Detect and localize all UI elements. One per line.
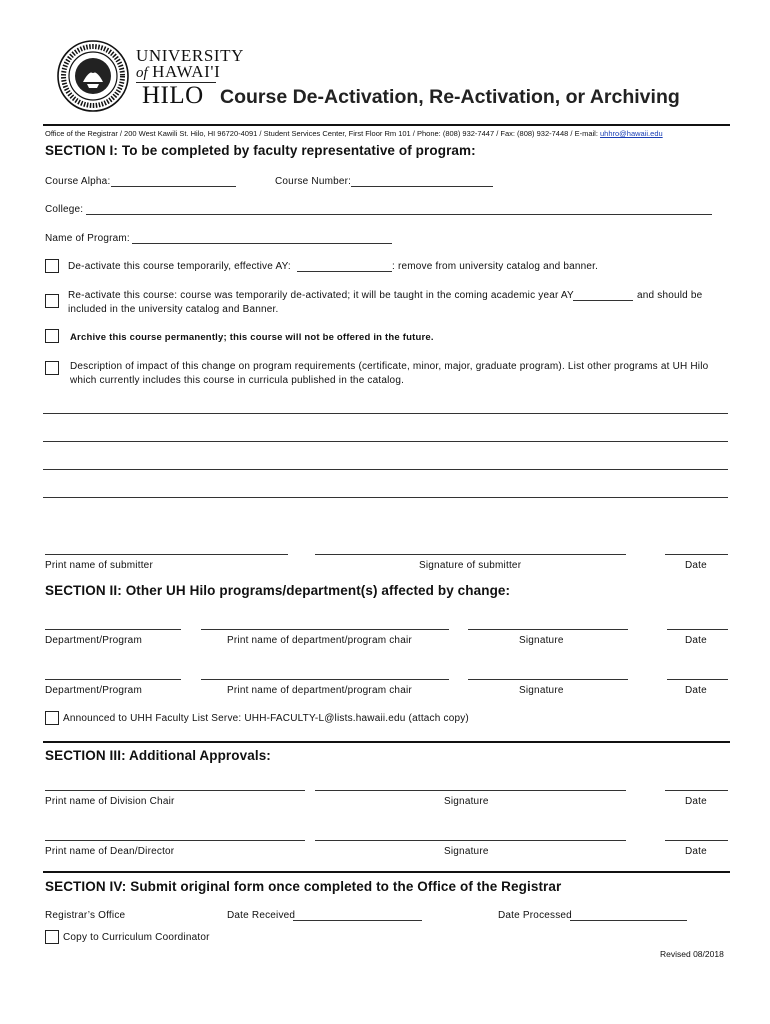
date-received-field[interactable] (293, 920, 422, 921)
reactivate-checkbox[interactable] (45, 294, 59, 308)
course-number-label: Course Number: (275, 176, 352, 187)
chair-1-date-label: Date (685, 635, 707, 646)
division-chair-name-field[interactable] (45, 790, 305, 791)
description-checkbox[interactable] (45, 361, 59, 375)
reactivate-label-line1: Re-activate this course: course was temporarily de-activated; it will be taught in the coming academic year AY (68, 290, 574, 301)
dean-date-label: Date (685, 846, 707, 857)
reactivate-ay-field[interactable] (573, 300, 633, 301)
program-name-field[interactable] (132, 243, 392, 244)
section-3-divider (43, 741, 730, 743)
chair-2-signature-label: Signature (519, 685, 564, 696)
chair-2-name-label: Print name of department/program chair (227, 685, 412, 696)
dept-2-label: Department/Program (45, 685, 142, 696)
submitter-date-label: Date (685, 560, 707, 571)
deactivate-ay-field[interactable] (297, 271, 392, 272)
submitter-signature-field[interactable] (315, 554, 626, 555)
announce-label: Announced to UHH Faculty List Serve: UHH-FACULTY-L@lists.hawaii.edu (attach copy) (63, 713, 469, 724)
dean-signature-field[interactable] (315, 840, 626, 841)
deactivate-checkbox[interactable] (45, 259, 59, 273)
section-2-heading: SECTION II: Other UH Hilo programs/department(s) affected by change: (45, 583, 511, 598)
division-chair-label: Print name of Division Chair (45, 796, 175, 807)
contact-email-link[interactable]: uhhro@hawaii.edu (600, 129, 663, 138)
deactivate-label-start: De-activate this course temporarily, effective AY: (68, 261, 291, 272)
reactivate-label-line2: included in the university catalog and Banner. (68, 304, 279, 315)
description-label-line1: Description of impact of this change on program requirements (certificate, minor, major, graduate program). List other programs at UH Hilo (70, 361, 709, 372)
wordmark-hilo: HILO (142, 82, 204, 109)
date-processed-label: Date Processed (498, 910, 572, 921)
section-3-heading: SECTION III: Additional Approvals: (45, 748, 271, 763)
contact-info (45, 129, 663, 138)
college-label: College: (45, 204, 84, 215)
program-name-label: Name of Program: (45, 233, 130, 244)
chair-2-date-field[interactable] (667, 679, 728, 680)
course-alpha-field[interactable] (111, 186, 236, 187)
contact-text: Office of the Registrar / 200 West Kawili St. Hilo, HI 96720-4091 / Student Services Center, First Floor Rm 101 / Phone: (808) 932-7447 / Fax: (808) 932-7448 / E-mail: (45, 129, 600, 138)
dean-signature-label: Signature (444, 846, 489, 857)
wordmark-hawaii: HAWAI'I (152, 62, 221, 81)
announce-checkbox[interactable] (45, 711, 59, 725)
dept-2-field[interactable] (45, 679, 181, 680)
division-chair-date-label: Date (685, 796, 707, 807)
registrar-office-label: Registrar’s Office (45, 910, 126, 921)
deactivate-label-end: : remove from university catalog and banner. (392, 261, 599, 272)
section-4-heading: SECTION IV: Submit original form once completed to the Office of the Registrar (45, 879, 562, 894)
course-number-field[interactable] (351, 186, 493, 187)
dean-label: Print name of Dean/Director (45, 846, 175, 857)
description-line-2[interactable] (43, 441, 728, 442)
date-processed-field[interactable] (570, 920, 687, 921)
submitter-date-field[interactable] (665, 554, 728, 555)
archive-checkbox[interactable] (45, 329, 59, 343)
description-line-1[interactable] (43, 413, 728, 414)
dean-date-field[interactable] (665, 840, 728, 841)
chair-1-date-field[interactable] (667, 629, 728, 630)
section-4-divider (43, 871, 730, 873)
college-field[interactable] (86, 214, 712, 215)
description-line-3[interactable] (43, 469, 728, 470)
chair-2-date-label: Date (685, 685, 707, 696)
wordmark-of-hawaii (136, 62, 220, 82)
dept-1-field[interactable] (45, 629, 181, 630)
dean-name-field[interactable] (45, 840, 305, 841)
copy-coordinator-checkbox[interactable] (45, 930, 59, 944)
submitter-name-field[interactable] (45, 554, 288, 555)
date-received-label: Date Received (227, 910, 296, 921)
chair-1-name-label: Print name of department/program chair (227, 635, 412, 646)
university-seal-logo (57, 40, 129, 112)
submitter-signature-label: Signature of submitter (419, 560, 522, 571)
division-chair-signature-field[interactable] (315, 790, 626, 791)
division-chair-signature-label: Signature (444, 796, 489, 807)
course-alpha-label: Course Alpha: (45, 176, 111, 187)
chair-1-signature-label: Signature (519, 635, 564, 646)
page-title: Course De-Activation, Re-Activation, or Archiving (220, 86, 680, 108)
chair-1-name-field[interactable] (201, 629, 449, 630)
division-chair-date-field[interactable] (665, 790, 728, 791)
chair-2-signature-field[interactable] (468, 679, 628, 680)
chair-2-name-field[interactable] (201, 679, 449, 680)
submitter-name-label: Print name of submitter (45, 560, 153, 571)
revision-date: Revised 08/2018 (660, 949, 724, 959)
wordmark-university: UNIVERSITY (136, 46, 244, 65)
copy-coordinator-label: Copy to Curriculum Coordinator (63, 932, 210, 943)
header-divider (43, 124, 730, 126)
wordmark-of: of (136, 65, 148, 81)
section-1-heading: SECTION I: To be completed by faculty representative of program: (45, 143, 476, 158)
reactivate-label-line1-end: and should be (637, 290, 703, 301)
dept-1-label: Department/Program (45, 635, 142, 646)
description-line-4[interactable] (43, 497, 728, 498)
chair-1-signature-field[interactable] (468, 629, 628, 630)
archive-label: Archive this course permanently; this course will not be offered in the future. (70, 332, 434, 343)
description-label-line2: which currently includes this course in curricula published in the catalog. (70, 375, 405, 386)
